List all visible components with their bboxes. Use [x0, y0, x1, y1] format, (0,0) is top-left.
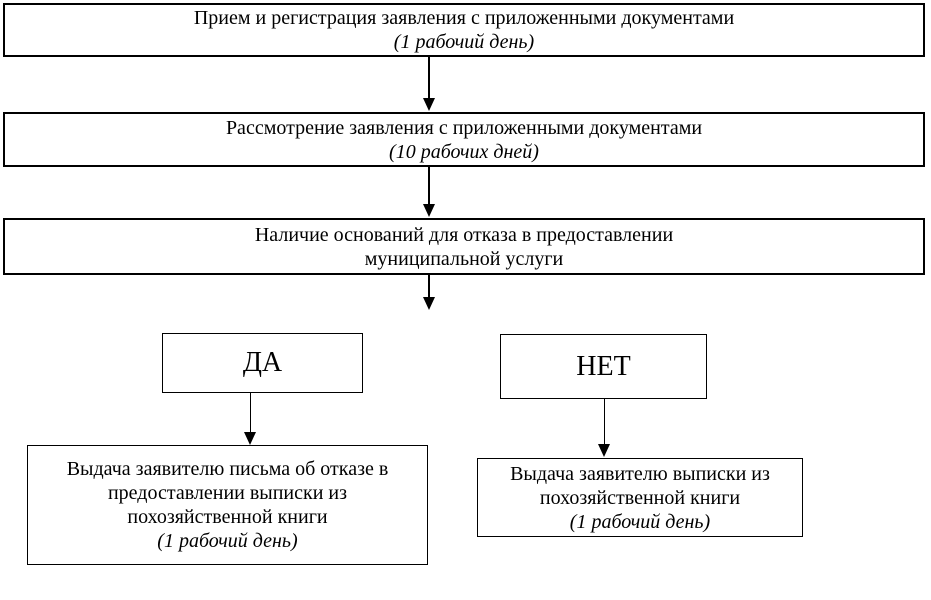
arrow-step1-step2	[422, 57, 436, 111]
node-outcome-refuse	[27, 445, 428, 565]
outcome-refuse-duration: (1 рабочий день)	[157, 530, 298, 552]
outcome-refuse-line3: похозяйственной книги	[127, 506, 328, 528]
node-branch-yes	[162, 333, 363, 393]
outcome-issue-duration: (1 рабочий день)	[569, 510, 711, 533]
step2-duration: (10 рабочих дней)	[389, 140, 539, 163]
arrow-decision-branches	[422, 275, 436, 310]
arrow-head-icon	[423, 297, 435, 310]
node-decision	[3, 218, 925, 275]
arrow-shaft	[604, 399, 605, 444]
arrow-head-icon	[244, 432, 256, 445]
node-step1	[3, 3, 925, 57]
arrow-head-icon	[598, 444, 610, 457]
arrow-no-issue	[597, 399, 611, 457]
node-outcome-issue	[477, 458, 803, 537]
node-branch-no	[500, 334, 707, 399]
outcome-refuse-line1: Выдача заявителю письма об отказе в	[66, 458, 389, 480]
branch-no-label: НЕТ	[576, 350, 631, 382]
arrow-shaft	[428, 57, 430, 98]
arrow-shaft	[428, 275, 430, 297]
step1-duration: (1 рабочий день)	[393, 31, 535, 53]
step2-title: Рассмотрение заявления с приложенными документами	[225, 116, 703, 139]
node-step2	[3, 112, 925, 167]
arrow-shaft	[250, 393, 251, 432]
decision-line1: Наличие оснований для отказа в предоставлении	[254, 223, 674, 246]
arrow-step2-decision	[422, 167, 436, 217]
arrow-head-icon	[423, 204, 435, 217]
decision-line2: муниципальной услуги	[364, 247, 564, 270]
branch-yes-label: ДА	[242, 347, 283, 378]
outcome-refuse-line2: предоставлении выписки из	[107, 482, 348, 504]
arrow-shaft	[428, 167, 430, 204]
outcome-issue-line1: Выдача заявителю выписки из	[510, 462, 770, 485]
arrow-yes-refuse	[243, 393, 257, 445]
outcome-issue-line2: похозяйственной книги	[539, 486, 741, 509]
arrow-head-icon	[423, 98, 435, 111]
step1-title: Прием и регистрация заявления с приложенными документами	[193, 7, 735, 29]
